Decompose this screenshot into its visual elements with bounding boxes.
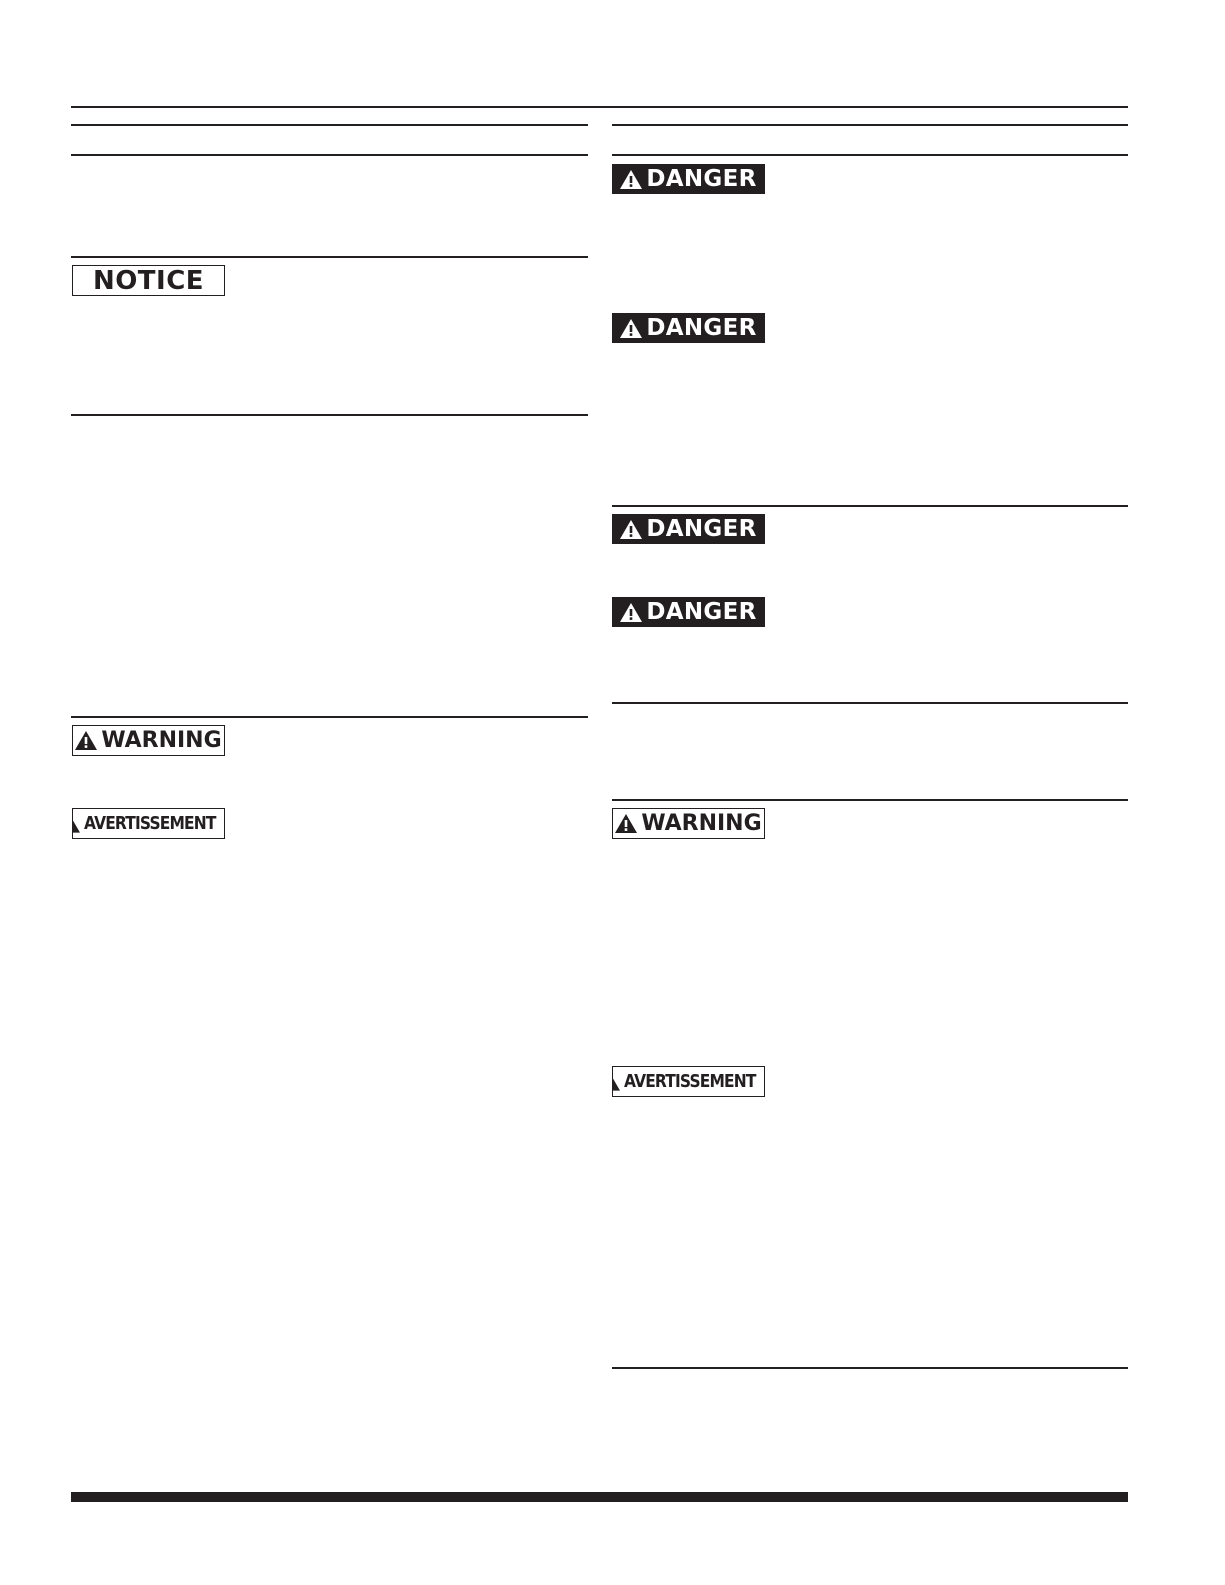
avertissement-label-left	[72, 808, 225, 839]
danger-label-2	[612, 313, 765, 343]
left-column-header-bottom-rule	[71, 154, 588, 156]
warning-label-text: WARNING	[641, 810, 762, 836]
warning-triangle-icon	[620, 603, 642, 622]
danger-label-text: DANGER	[646, 598, 757, 625]
top-rule	[71, 106, 1128, 108]
right-column-header-bottom-rule	[612, 154, 1128, 156]
warning-label-left	[72, 725, 225, 756]
right-section-rule-2	[612, 702, 1128, 704]
warning-triangle-icon	[620, 520, 642, 539]
warning-triangle-icon	[620, 170, 642, 189]
danger-label-text: DANGER	[646, 314, 757, 341]
warning-triangle-icon	[75, 731, 97, 750]
avertissement-label-text: AVERTISSEMENT	[84, 812, 216, 834]
warning-triangle-icon	[72, 815, 80, 833]
left-section-rule-2	[71, 414, 588, 416]
avertissement-label-right	[612, 1066, 765, 1097]
danger-label-text: DANGER	[646, 165, 757, 192]
right-section-rule-1	[612, 505, 1128, 507]
right-column-header-top-rule	[612, 124, 1128, 126]
avertissement-label-text: AVERTISSEMENT	[624, 1070, 756, 1092]
danger-label-text: DANGER	[646, 515, 757, 542]
warning-triangle-icon	[620, 319, 642, 338]
danger-label-4	[612, 597, 765, 627]
warning-label-right	[612, 808, 765, 839]
warning-triangle-icon	[615, 814, 637, 833]
warning-label-text: WARNING	[101, 727, 222, 753]
danger-label-1	[612, 164, 765, 194]
right-section-rule-4	[612, 1367, 1128, 1369]
footer-bar	[71, 1492, 1128, 1502]
left-column-header-top-rule	[71, 124, 588, 126]
warning-triangle-icon	[612, 1073, 620, 1091]
left-section-rule-3	[71, 716, 588, 718]
left-section-rule-1	[71, 256, 588, 258]
danger-label-3	[612, 514, 765, 544]
notice-label-text: NOTICE	[92, 265, 205, 296]
right-section-rule-3	[612, 799, 1128, 801]
notice-label	[72, 265, 225, 296]
